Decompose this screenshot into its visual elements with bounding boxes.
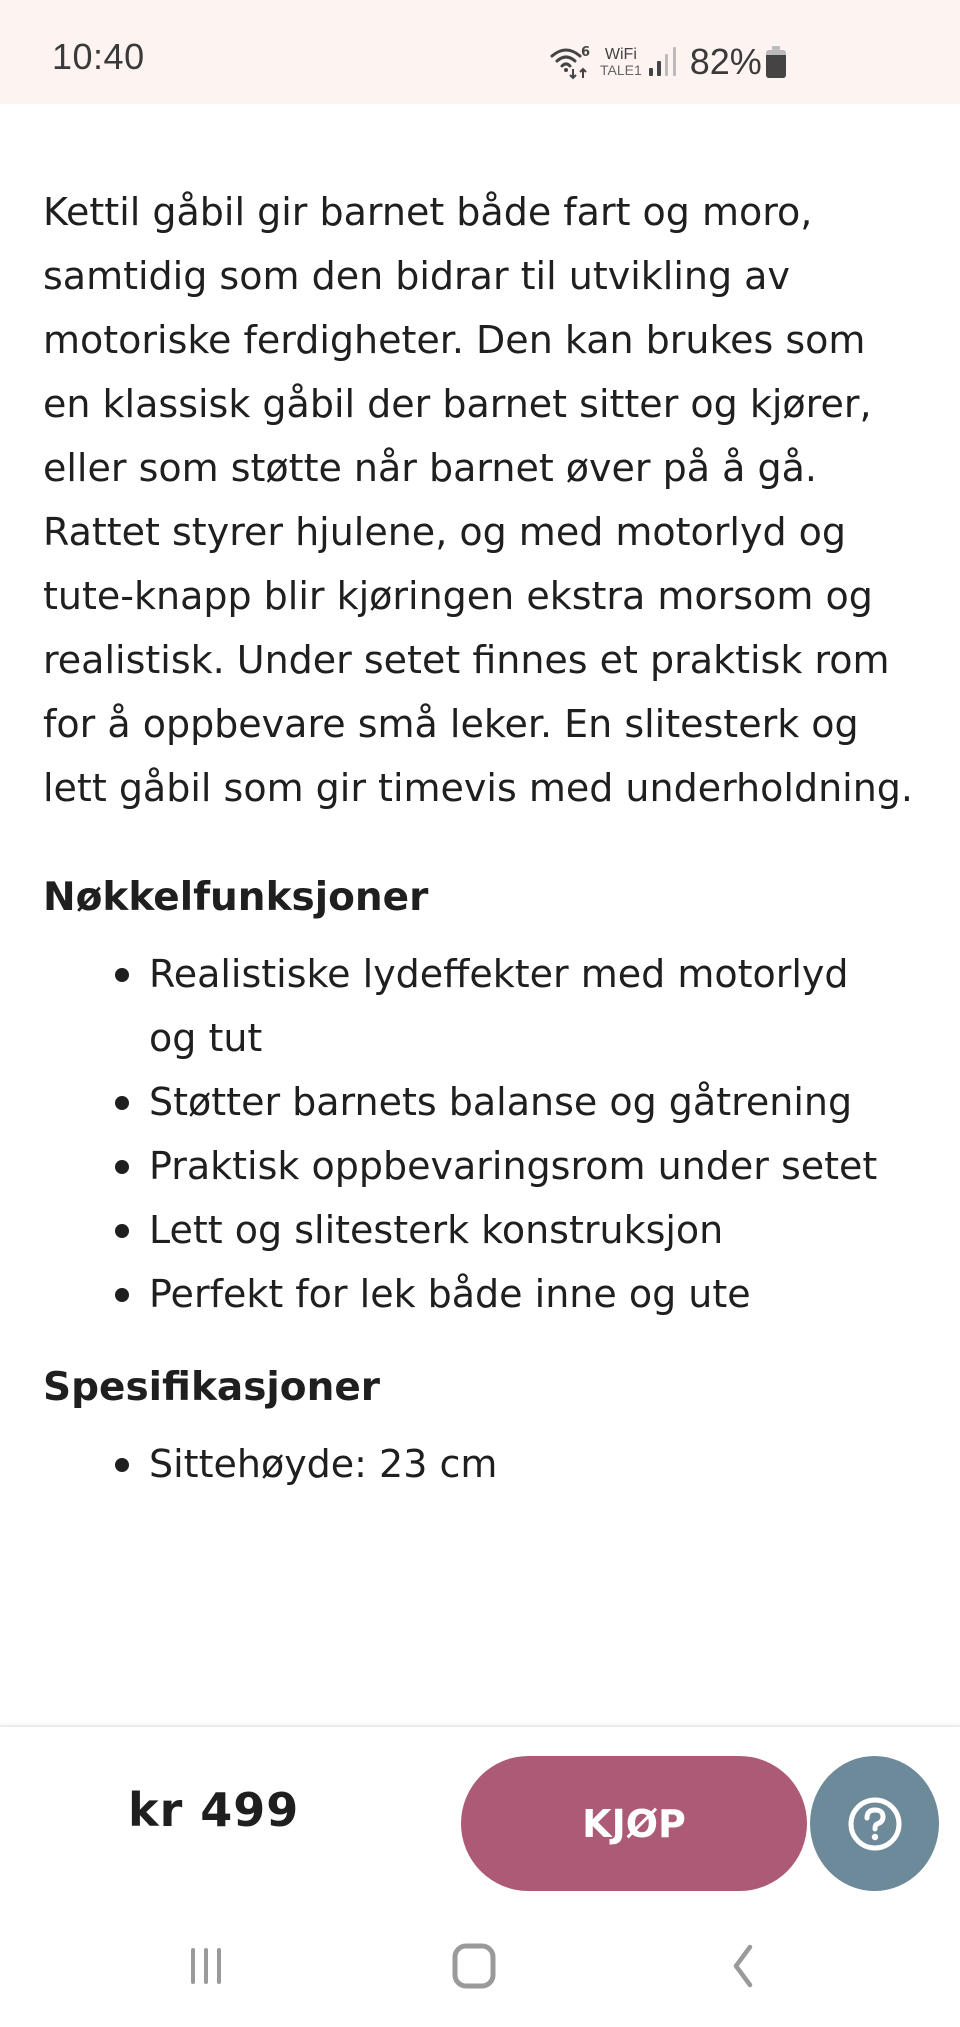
home-button[interactable] [434, 1931, 514, 2001]
recent-apps-icon [184, 1944, 228, 1988]
wifi-6-icon [550, 44, 592, 80]
home-icon [450, 1942, 498, 1990]
list-item: Perfekt for lek både inne og ute [149, 1262, 923, 1326]
specifications-heading: Spesifikasjoner [43, 1365, 381, 1410]
battery-percent: 82% [689, 41, 762, 82]
product-description: Kettil gåbil gir barnet både fart og moro, samtidig som den bidrar til utvikling av motoriske ferdigheter. Den kan brukes som en klassisk gåbil der barnet sitter og kjører, eller som støtte når barnet øver på å gå. Rattet styrer hjulene, og med motorlyd og tute-knapp blir kjøringen ekstra morsom og realistisk. Under setet finnes et praktisk rom for å oppbevare små leker. En slitesterk og lett gåbil som gir timevis med underholdning. [43, 190, 913, 810]
price: kr 499 [128, 1783, 300, 1837]
list-item: Sittehøyde: 23 cm [149, 1432, 923, 1496]
list-item: Praktisk oppbevaringsrom under setet [149, 1134, 923, 1198]
status-bar [0, 0, 960, 104]
system-nav-bar [0, 1905, 960, 2027]
help-button[interactable] [810, 1756, 939, 1891]
battery-icon [766, 46, 786, 78]
buy-bar [0, 1725, 960, 1907]
status-time: 10:40 [52, 36, 145, 77]
recent-apps-button[interactable] [166, 1931, 246, 2001]
list-item: Støtter barnets balanse og gåtrening [149, 1070, 923, 1134]
list-item: Realistiske lydeffekter med motorlyd og tut [149, 942, 923, 1070]
back-icon [722, 1942, 762, 1990]
key-features-list [43, 942, 923, 1326]
specifications-list [43, 1432, 923, 1496]
svg-text:6: 6 [581, 45, 591, 60]
buy-button-label: KJØP [582, 1801, 686, 1846]
product-details [43, 180, 923, 1496]
question-circle-icon [846, 1795, 904, 1853]
status-icons [550, 40, 786, 84]
wifi-label-bottom: TALE1 [600, 62, 642, 78]
wifi-network-label [600, 47, 642, 77]
wifi-label-top: WiFi [604, 46, 637, 63]
cell-signal-icon [648, 46, 678, 78]
key-features-heading: Nøkkelfunksjoner [43, 875, 429, 920]
list-item: Lett og slitesterk konstruksjon [149, 1198, 923, 1262]
buy-button[interactable] [461, 1756, 807, 1891]
back-button[interactable] [702, 1931, 782, 2001]
